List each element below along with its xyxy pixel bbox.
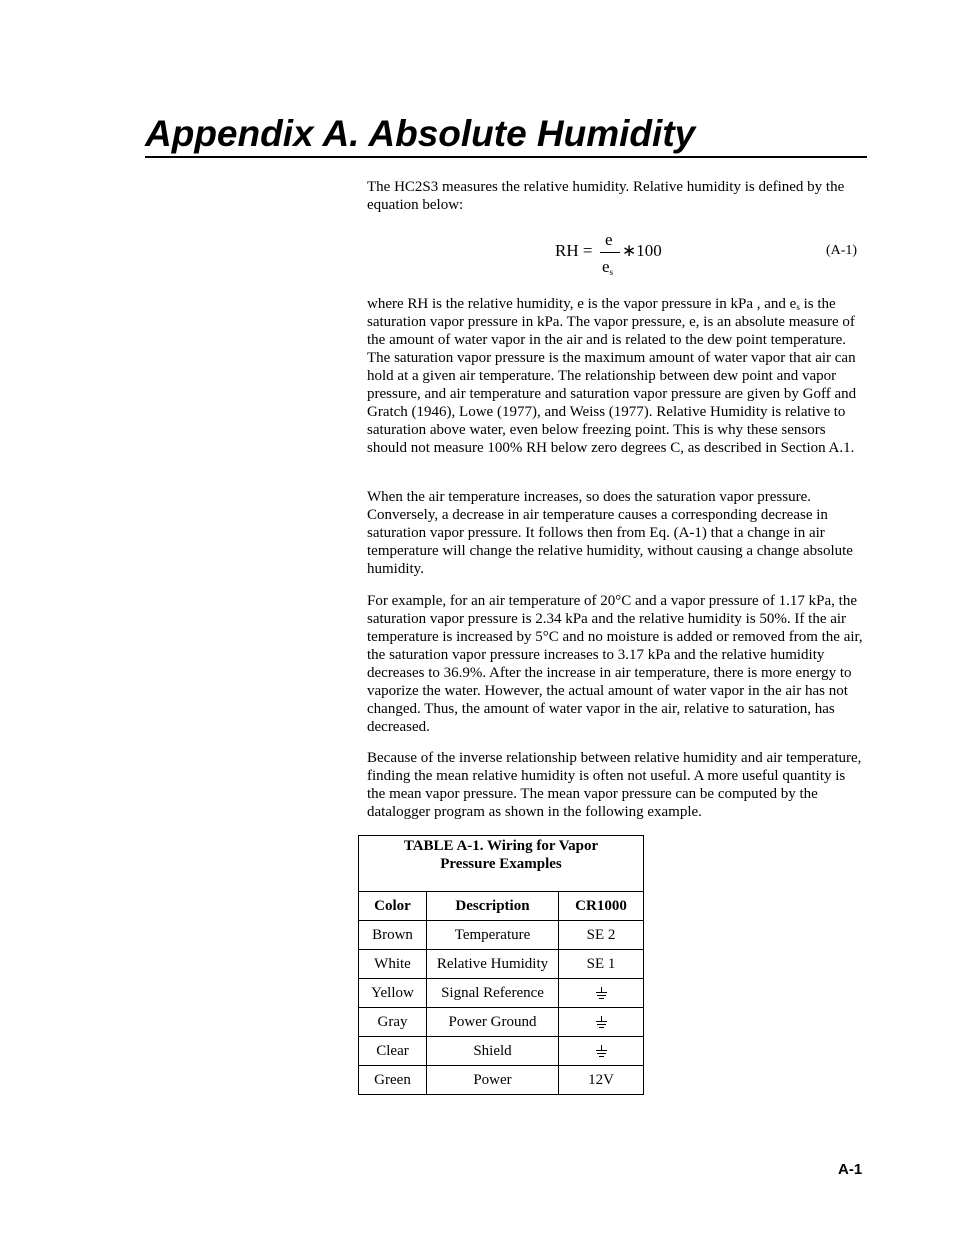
mean-vapor-text: Because of the inverse relationship between relative humidity and air temperature, finding the mean relative humidity is often not useful. A more useful quantity is the mean vapor pressure. The mean vapor pressure can be computed by the datalogger program as shown in the following example. [367,750,862,820]
mean-vapor-paragraph [367,749,867,821]
table-row: Clear Shield [359,1037,644,1066]
page-number: A-1 [838,1161,863,1178]
header-color: Color [359,892,427,921]
equation-a1 [367,228,867,280]
ground-icon [596,1045,607,1057]
header-cr1000: CR1000 [559,892,644,921]
ground-icon [596,1016,607,1028]
wiring-table [358,835,644,1095]
equation-numerator: e [605,230,613,249]
table-caption: TABLE A-1. Wiring for Vapor Pressure Examples [359,836,644,892]
page-title: Appendix A. Absolute Humidity [145,113,696,154]
equation-lhs: RH = [555,241,593,260]
header-description: Description [427,892,559,921]
definition-paragraph: where RH is the relative humidity, e is the vapor pressure in kPa , and $e_s$ is the saturation vapor pressure in kPa. The vapor pressure, e, is an absolute measure of the amount of water vapor in the air and is related to the dew point temperature. The saturation vapor pressure is the maximum amount of water vapor that air can hold at a given air temperature. The relationship between dew point and vapor pressure, and air temperature and saturation vapor pressure are given by Goff and Gratch (1946), Lowe (1977), and Weiss (1977). Relative Humidity is relative to saturation above water, even below freezing point. This is why these sensors should not measure 100% RH below zero degrees C, as described in Section A.1. [367,296,857,456]
equation-denominator: $e_s$ [602,257,614,277]
table-row: Green Power 12V [359,1066,644,1095]
intro-text: The HC2S3 measures the relative humidity. Relative humidity is defined by the equation below: [367,179,845,213]
temperature-text: When the air temperature increases, so does the saturation vapor pressure. Conversely, a decrease in air temperature causes a corresponding decrease in saturation vapor pressure. It follows then from Eq. (A-1) that a change in air temperature will change the relative humidity, without causing a change absolute humidity. [367,489,853,577]
table-header-row [359,892,644,921]
example-paragraph [367,592,867,736]
table-row: Gray Power Ground [359,1008,644,1037]
intro-paragraph [367,178,867,214]
equation-label: (A-1) [826,243,858,258]
example-text: For example, for an air temperature of 20°C and a vapor pressure of 1.17 kPa, the saturation vapor pressure is 2.34 kPa and the relative humidity is 50%. If the air temperature is increased by 5°C and no moisture is added or removed from the air, the saturation vapor pressure increases to 3.17 kPa and the relative humidity decreases to 36.9%. After the increase in air temperature, there is more energy to vaporize the water. However, the actual amount of water vapor in the air has not changed. Thus, the amount of water vapor in the air, relative to saturation, has decreased. [367,593,863,735]
equation-rhs: ∗100 [622,241,662,260]
fraction-bar [600,252,620,253]
table-row: Brown Temperature SE 2 [359,921,644,950]
table-row: Yellow Signal Reference [359,979,644,1008]
title-rule [145,156,867,158]
temperature-paragraph [367,488,867,578]
ground-icon [596,987,607,999]
table-row: White Relative Humidity SE 1 [359,950,644,979]
